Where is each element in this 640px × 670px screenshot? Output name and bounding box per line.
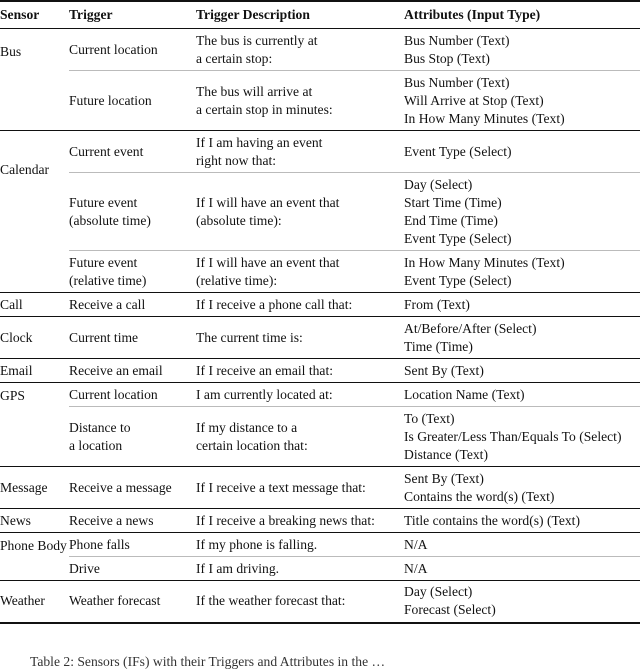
trigger-description-cell-line: If the weather forecast that: <box>196 593 346 609</box>
trigger-cell <box>69 251 196 293</box>
trigger-cell <box>69 557 196 581</box>
trigger-cell-line: Future event <box>69 254 138 270</box>
header-trigger: Trigger <box>69 1 196 29</box>
attributes-cell-line: Bus Number (Text) <box>404 74 510 90</box>
sensor-name: Phone Body <box>0 533 69 581</box>
trigger-cell-line: Future location <box>69 92 152 108</box>
table-row <box>0 359 640 383</box>
trigger-description-cell-line: If I receive a phone call that: <box>196 296 353 312</box>
trigger-description-cell-line: The bus is currently at <box>196 32 318 48</box>
attributes-cell <box>404 581 640 623</box>
table-body <box>0 29 640 623</box>
header-sensor: Sensor <box>0 1 69 29</box>
trigger-cell <box>69 467 196 509</box>
trigger-description-cell <box>196 383 404 407</box>
trigger-cell <box>69 383 196 407</box>
table-row <box>0 581 640 623</box>
trigger-cell <box>69 293 196 317</box>
sensor-name: Call <box>0 293 69 317</box>
attributes-cell-line: Day (Select) <box>404 584 473 600</box>
sensor-name: Email <box>0 359 69 383</box>
table-row <box>0 533 640 557</box>
table-row <box>0 557 640 581</box>
table-row <box>0 131 640 173</box>
attributes-cell-line: Start Time (Time) <box>404 194 502 210</box>
attributes-cell-line: Time (Time) <box>404 338 473 354</box>
attributes-cell-line: Event Type (Select) <box>404 143 512 159</box>
trigger-description-cell-line: If I receive a text message that: <box>196 479 366 495</box>
sensor-name: Calendar <box>0 131 69 293</box>
trigger-cell-line: Phone falls <box>69 536 130 552</box>
attributes-cell-line: Will Arrive at Stop (Text) <box>404 92 544 108</box>
trigger-description-cell <box>196 407 404 467</box>
attributes-cell <box>404 71 640 131</box>
table-caption: Table 2: Sensors (IFs) with their Triggers and Attributes in the … <box>30 654 386 669</box>
trigger-description-cell-line: The current time is: <box>196 329 303 345</box>
trigger-description-cell <box>196 251 404 293</box>
attributes-cell-line: Contains the word(s) (Text) <box>404 488 555 504</box>
table-row <box>0 173 640 251</box>
table-row <box>0 407 640 467</box>
trigger-cell-line: (absolute time) <box>69 212 151 228</box>
attributes-cell-line: To (Text) <box>404 410 455 426</box>
trigger-description-cell <box>196 131 404 173</box>
attributes-cell-line: Event Type (Select) <box>404 230 512 246</box>
trigger-description-cell-line: If I receive a breaking news that: <box>196 512 375 528</box>
trigger-description-cell <box>196 173 404 251</box>
trigger-cell-line: Drive <box>69 560 100 576</box>
attributes-cell <box>404 293 640 317</box>
sensor-name: Weather <box>0 581 69 623</box>
trigger-cell <box>69 173 196 251</box>
sensor-name: Message <box>0 467 69 509</box>
attributes-cell-line: N/A <box>404 560 428 576</box>
trigger-cell-line: a location <box>69 437 123 453</box>
trigger-description-cell-line: a certain stop in minutes: <box>196 101 333 117</box>
trigger-description-cell <box>196 467 404 509</box>
attributes-cell <box>404 131 640 173</box>
attributes-cell-line: In How Many Minutes (Text) <box>404 110 565 126</box>
attributes-cell <box>404 467 640 509</box>
table-row <box>0 383 640 407</box>
trigger-description-cell <box>196 533 404 557</box>
trigger-cell-line: Current time <box>69 329 139 345</box>
trigger-cell-line: Receive a message <box>69 479 172 495</box>
table-row <box>0 317 640 359</box>
trigger-cell-line: Current event <box>69 143 144 159</box>
trigger-cell-line: Receive a call <box>69 296 146 312</box>
table-row <box>0 293 640 317</box>
attributes-cell-line: Sent By (Text) <box>404 470 484 486</box>
attributes-cell-line: At/Before/After (Select) <box>404 320 537 336</box>
attributes-cell-line: Bus Stop (Text) <box>404 50 490 66</box>
trigger-cell-line: Distance to <box>69 419 131 435</box>
trigger-cell-line: Receive a news <box>69 512 154 528</box>
header-attributes: Attributes (Input Type) <box>404 1 640 29</box>
trigger-description-cell-line: (absolute time): <box>196 212 282 228</box>
attributes-cell-line: Day (Select) <box>404 176 473 192</box>
trigger-cell <box>69 533 196 557</box>
attributes-cell-line: N/A <box>404 536 428 552</box>
attributes-cell <box>404 173 640 251</box>
attributes-cell <box>404 317 640 359</box>
table-header-row <box>0 1 640 29</box>
trigger-description-cell-line: If I will have an event that <box>196 194 340 210</box>
trigger-description-cell <box>196 557 404 581</box>
trigger-cell-line: (relative time) <box>69 272 147 288</box>
trigger-description-cell-line: (relative time): <box>196 272 278 288</box>
trigger-cell <box>69 317 196 359</box>
sensor-name: News <box>0 509 69 533</box>
trigger-description-cell <box>196 293 404 317</box>
trigger-description-cell <box>196 509 404 533</box>
attributes-cell <box>404 557 640 581</box>
trigger-description-cell-line: If my distance to a <box>196 419 298 435</box>
trigger-description-cell <box>196 317 404 359</box>
attributes-cell-line: Event Type (Select) <box>404 272 512 288</box>
trigger-cell <box>69 71 196 131</box>
attributes-cell-line: Distance (Text) <box>404 446 488 462</box>
attributes-cell <box>404 359 640 383</box>
attributes-cell-line: Title contains the word(s) (Text) <box>404 512 580 528</box>
attributes-cell <box>404 407 640 467</box>
trigger-cell <box>69 407 196 467</box>
attributes-cell <box>404 383 640 407</box>
attributes-cell-line: End Time (Time) <box>404 212 498 228</box>
trigger-description-cell-line: If my phone is falling. <box>196 536 318 552</box>
trigger-description-cell <box>196 359 404 383</box>
trigger-description-cell-line: certain location that: <box>196 437 308 453</box>
trigger-description-cell <box>196 71 404 131</box>
sensor-name: GPS <box>0 383 69 467</box>
attributes-cell <box>404 251 640 293</box>
header-trigger-description: Trigger Description <box>196 1 404 29</box>
attributes-cell-line: Location Name (Text) <box>404 386 525 402</box>
trigger-cell-line: Current location <box>69 41 158 57</box>
attributes-cell-line: Is Greater/Less Than/Equals To (Select) <box>404 428 622 444</box>
trigger-cell <box>69 131 196 173</box>
attributes-cell-line: Bus Number (Text) <box>404 32 510 48</box>
table-row <box>0 71 640 131</box>
attributes-cell-line: Sent By (Text) <box>404 362 484 378</box>
trigger-description-cell-line: right now that: <box>196 152 277 168</box>
attributes-cell-line: Forecast (Select) <box>404 602 496 618</box>
trigger-description-cell <box>196 29 404 71</box>
trigger-cell-line: Receive an email <box>69 362 163 378</box>
trigger-description-cell-line: If I am driving. <box>196 560 280 576</box>
attributes-cell-line: From (Text) <box>404 296 470 312</box>
sensor-name: Bus <box>0 29 69 131</box>
trigger-cell-line: Future event <box>69 194 138 210</box>
attributes-cell <box>404 509 640 533</box>
trigger-cell <box>69 509 196 533</box>
trigger-cell <box>69 359 196 383</box>
trigger-description-cell-line: If I am having an event <box>196 134 323 150</box>
sensor-name: Clock <box>0 317 69 359</box>
trigger-description-cell-line: If I will have an event that <box>196 254 340 270</box>
trigger-cell-line: Weather forecast <box>69 593 161 609</box>
table-row <box>0 509 640 533</box>
attributes-cell <box>404 533 640 557</box>
table-row <box>0 467 640 509</box>
trigger-cell <box>69 29 196 71</box>
trigger-description-cell <box>196 581 404 623</box>
table-row <box>0 29 640 71</box>
trigger-description-cell-line: a certain stop: <box>196 50 273 66</box>
trigger-description-cell-line: The bus will arrive at <box>196 83 313 99</box>
attributes-cell <box>404 29 640 71</box>
trigger-description-cell-line: I am currently located at: <box>196 386 333 402</box>
table-row <box>0 251 640 293</box>
trigger-description-cell-line: If I receive an email that: <box>196 362 333 378</box>
trigger-cell <box>69 581 196 623</box>
trigger-cell-line: Current location <box>69 386 158 402</box>
attributes-cell-line: In How Many Minutes (Text) <box>404 254 565 270</box>
